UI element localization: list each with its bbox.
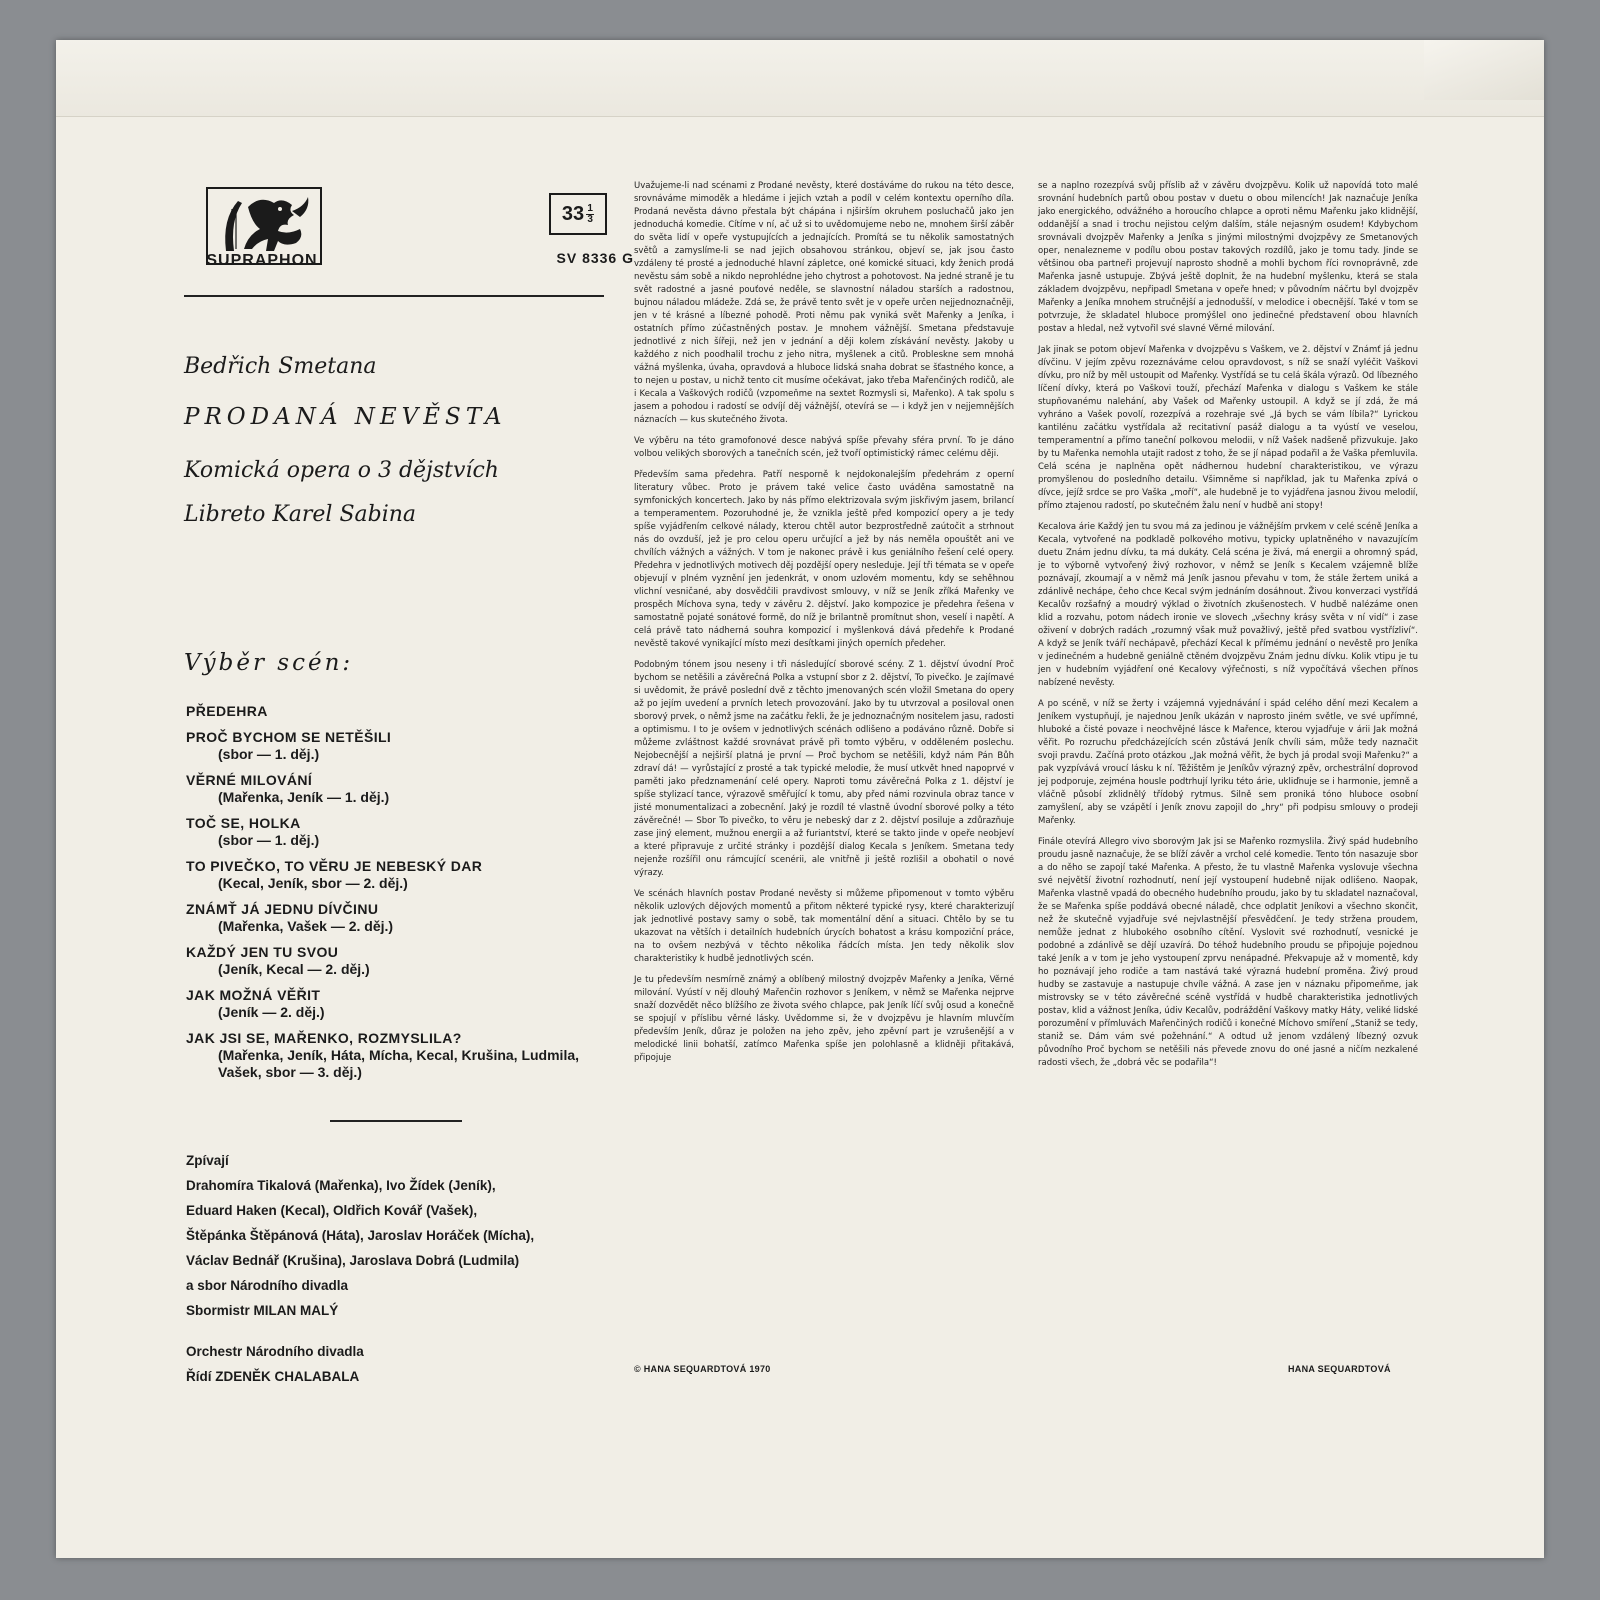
chorus-master: Sbormistr MILAN MALÝ — [186, 1303, 339, 1318]
track-item — [186, 815, 606, 849]
track-title: JAK MOŽNÁ VĚŘIT — [186, 987, 321, 1003]
rpm-denominator: 3 — [587, 213, 593, 225]
track-item — [186, 703, 606, 720]
liner-paragraph: Ve scénách hlavních postav Prodané nevěsty si můžeme připomenout v tomto výběru několik uzlových dějových momentů a přitom některé typické rysy, které charakterizují jak jednotlivé postavy samy o sobě, tak momentální dění a situaci. Chtělo by se tu ukazovat na větších i detailních hudebních úrycích bohatost a krásu kompoziční práce, na to ovšem nezbývá v těchto několika řádcích místa. Jen tedy několik slov charakteristiky k hudbě jednotlivých scén. — [634, 889, 1014, 964]
track-item — [186, 987, 606, 1021]
scenes-heading: Výběr scén: — [184, 650, 354, 676]
track-performers: (Mařenka, Jeník, Háta, Mícha, Kecal, Krušina, Ludmila, Vašek, sbor — 3. děj.) — [218, 1047, 580, 1080]
liner-paragraph: se a naplno rozezpívá svůj příslib až v závěru dvojzpěvu. Kolik už napovídá toto malé srovnání hudebních partů obou postav v duetu o obou milencích! Jak naznačuje Jeníka jako energického, odvážného a horoucího chlapce a oproti němu Mařenku jako klidnější, oddanější a snad i trochu nejistou celým dalším, stále nejasným osudem! Kdybychom srovnávali dvojzpěv Mařenky a Jeníka s jinými milostnými dvojzpěvy ze Smetanových oper, nenalezneme v podílu obou postav takových rozdílů, jako je tomu tady. Jinde se většinou oba partneři projevují naprosto shodně a mohli bychom říci rovnoprávně, zde Mařenka jasně ustupuje. Zbývá ještě doplnit, že na hudební myšlenku, která se stala základem dvojzpěvu, nepřipadl Smetana v opeře hned; v původním náčrtu byl dvojzpěv Mařenky a Jeníka mnohem stručnější a jednodušší, v melodice i obecnější. Také v tom se potvrzuje, že skladatel hluboce promýšlel ono jedinečné představení obou hlavních postav a hledal, než vytvořil své slavné Věrné milování. — [1038, 181, 1418, 334]
track-item — [186, 944, 606, 978]
track-title: PROČ BYCHOM SE NETĚŠILI — [186, 729, 392, 745]
author-signature: HANA SEQUARDTOVÁ — [1288, 1364, 1391, 1374]
track-item — [186, 901, 606, 935]
track-title: TOČ SE, HOLKA — [186, 815, 301, 831]
track-item — [186, 858, 606, 892]
singer-line: Václav Bednář (Krušina), Jaroslava Dobrá (Ludmila) — [186, 1253, 520, 1268]
liner-paragraph: Podobným tónem jsou neseny i tři následující sborové scény. Z 1. dějství úvodní Proč bychom se netěšili a závěrečná Polka a vstupní sbor z 2. dějství, To pivečko. Je zajímavé si uvědomit, že právě poslední dvě z těchto jmenovaných scén vložil Smetana do opery až po jejím uvedení a prvních letech provozování. Jako by tu utvrzoval a posiloval onen sborový prvek, o němž jsme na začátku řekli, že je jednoznačným nositelem jasu, radosti a optimismu. I to je ovšem v jednotlivých scénách odlišeno a podáváno různě. Dobře si můžeme zvláštnost každé srovnávat právě při tomto výběru, v odděleném poslechu. Nejobecnější a nejširší platná je první — Proč bychom se netěšili, když nám Pán Bůh zdraví dá! — vyrůstající z prosté a tak typické melodie, že musí utkvět hned napoprvé v paměti jako předznamenání celé opery. Naproti tomu závěrečná Polka z 1. dějství je spíše stylizací tance, výrazově směřující k tomu, aby před námi rozvinula obraz tance v jisté monumentalizaci a zobecnění. Jaký je rozdíl té vlastně úvodní sborové polky a této závěrečné! — Sbor To pivečko, to věru je nebeský dar z 2. dějství posiluje a zdůrazňuje zase jiný element, mužnou energii a až furiantství, které se takto jinde v opeře neobjeví a které připravuje z určité stránky i pozdější dialog Kecala s Jeníkem. Smetana tedy nejenže rozšířil onu rámcující scenérii, ale vnitřně ji ještě rozlišil a obohatil o nové výrazy. — [634, 660, 1014, 878]
track-list-divider — [330, 1120, 462, 1122]
track-performers: (Jeník — 2. děj.) — [218, 1004, 325, 1020]
rpm-fraction — [586, 204, 594, 225]
sleeve-flap — [56, 40, 1544, 117]
label-name: SUPRAPHON — [206, 252, 318, 269]
header-divider — [184, 295, 604, 297]
track-title: TO PIVEČKO, TO VĚRU JE NEBESKÝ DAR — [186, 858, 483, 874]
track-item — [186, 729, 606, 763]
track-performers: (Mařenka, Jeník — 1. děj.) — [218, 789, 390, 805]
singer-line: Štěpánka Štěpánová (Háta), Jaroslav Horáček (Mícha), — [186, 1228, 535, 1243]
composer-name: Bedřich Smetana — [184, 354, 377, 379]
liner-notes-column-2 — [1038, 180, 1418, 1078]
track-title: JAK JSI SE, MAŘENKO, ROZMYSLILA? — [186, 1030, 462, 1046]
libretto-credit: Libreto Karel Sabina — [184, 502, 417, 527]
track-title: KAŽDÝ JEN TU SVOU — [186, 944, 339, 960]
catalog-number: SV 8336 G — [556, 250, 634, 266]
liner-paragraph: Finále otevírá Allegro vivo sborovým Jak jsi se Mařenko rozmyslila. Živý spád hudebního proudu jasně naznačuje, že se blíží závěr a vrchol celé komedie. Tento tón nasazuje sbor a do něho se zapojí také Mařenka. A přesto, že tu vlastně Mařenka vyslovuje všechna své největší životní rozhodnutí, není její vystoupení hudebně nijak odlišeno. Naopak, Mařenka vlastně vpadá do obecného hudebního proudu, jako by tu skladatel naznačoval, že se Mařenka spíše poddává obecné náladě, chce odplatit Jeníkovi a všechno skončit, než že skutečně vyjadřuje své nejvlastnější přesvědčení. Je tedy stržena proudem, nemůže jednat z hlubokého osobního cítění. Vyslovit své rozhodnutí, vesnické je podobné a zdánlivě se dějí uzavírá. Do téhož hudebního proudu se připojuje pojednou také Jeník a v tom je jeho vystoupení zprvu nenápadné. Překvapuje až v momentě, kdy ho poznávají jeho rodiče a tam nastává také výrazná hudební proměna. Živý proud hudby se zastavuje a nastupuje chvíle vážná. A zase jen v náznaku připomeňme, jak mistrovsky se v této závěrečné scéně vystřídá v hudbě charakteristika jednotlivých postav, klid a vážnost Jeníka, údiv Kecalův, podráždění Vaškovy matky Háty, veliké lidské porozumění v přímluvách Mařenčiných rodičů i konečné Míchovo smíření „Staniž se tedy, staniž se. Dám vám své požehnání.“ A odtud už jenom vzdálený líbezný ozvuk původního Proč bychom se netěšili nás převede znovu do oné jasné a ničím nezkalené radosti všech, že „dobrá věc se podařila“! — [1038, 837, 1418, 1068]
track-performers: (sbor — 1. děj.) — [218, 746, 320, 762]
track-title: ZNÁMŤ JÁ JEDNU DÍVČINU — [186, 901, 379, 917]
orchestra-credit: Orchestr Národního divadla — [186, 1344, 364, 1359]
track-performers: (Jeník, Kecal — 2. děj.) — [218, 961, 370, 977]
track-item — [186, 1030, 606, 1081]
liner-paragraph: Jak jinak se potom objeví Mařenka v dvojzpěvu s Vaškem, ve 2. dějství v Známť já jednu dívčinu. V jejím zpěvu rozeznáváme celou opravdovost, s níž se snaží vyléčit Vaškovi dívku, pro níž by měl ustoupit od Mařenky. Vystřídá se tu celá škála výrazů. Od líbezného líčení dívky, která po Vaškovi touží, přechází Mařenka v dialogu s Vaškem ke stále stupňovanému nalehání, aby Vašek od Mařenky ustoupil. A když se jí zdá, že má vyhráno a Vašek povolí, rozezpívá a rozehraje své „Já bych se vám líbila?“ Lyrickou kantilénu začátku vystřídala až recitativní pasáž dialogu a ta vyústí ve veselou, temperamentní a přímo taneční polkovou melodii, v níž Vašek nadšeně přizvukuje. Jako by tu Mařenka nemohla utajit radost z toho, že se jí nápad podařil a že Vaška přemluvila. Celá scéna je naplněna opět nádhernou hudební charakteristikou, ve výrazu promyšlenou do posledního detailu. Všimněme si například, jak tu Mařenka zpívá o dívce, jejíž srdce se pro Vaška „moří“, ale hudebně je to vyjádřena jasnou živou melodií, přímo ztajenou radostí, po skutečném žalu není v hudbě ani stopy! — [1038, 345, 1418, 511]
singers-label: Zpívají — [186, 1153, 229, 1168]
record-sleeve-back — [56, 40, 1544, 1558]
liner-paragraph: Uvažujeme-li nad scénami z Prodané nevěsty, které dostáváme do rukou na této desce, srovnáváme mimoděk a hledáme i jejich vztah a podíl v celém kontextu operního díla. Prodaná nevěsta dávno přestala být chápána i njširším okruhem posluchačů jako jen jednoduchá komedie. Cítíme v ní, ač už si to uvědomujeme nebo ne, mnohem širší záběr do světa lidí v opeře vystupujících a jednajících. Promítá se tu několik samostatných světů a zamyslíme-li se nad jejich obsahovou stránkou, objeví se, jak jsou často vzdáleny té prosté a jednoduché hlavní zápletce, oné komické situaci, kdy ženich prodá nevěstu sám sobě a nikdo neprohlédne jeho chytrost a pohotovost. Na jedné straně je tu svět radostné a jasné pouťové neděle, se slavnostní náladou starších a radostnou, bujnou náladou mládeže. Zdá se, že právě tento svět je v opeře určen nejjednoznačněji, jen v té krásné a líbezné pohodě. Proti němu pak vyniká svět Mařenky a Jeníka, i ostatních přímo zúčastněných postav. Je mnohem vážnější. Smetana představuje jednotlivé z nich šířeji, než jen v jednání a ději kolem získávání nevěsty. Jakoby u každého z nich poodhalil trochu z jeho nitra, myšlenek a citů. Problesknе sem mnohá vážná myšlenka, úvaha, opravdová a hluboce lidská snaha dobrat se šťastného konce, a to nejen u postav, u nichž tento cit musíme očekávat, jako třeba Mařenčiných rodičů, ale i Kecala a Vaškových rodičů (vzpomeňme na sextet Rozmysli si, Mařenko). A tak spolu s jasem a pohodou i radostí se odvíjí děj vážnější, otevírá se — i když jen v nejjemnějších náznacích — kus skutečného života. — [634, 181, 1014, 425]
sleeve-flap-corner — [1424, 40, 1544, 100]
performer-credits — [186, 1148, 626, 1389]
track-title: PŘEDEHRA — [186, 703, 268, 719]
track-performers: (Mařenka, Vašek — 2. děj.) — [218, 918, 394, 934]
rpm-numerator: 1 — [587, 202, 593, 214]
liner-paragraph: Především sama předehra. Patří nesporně k nejdokonalejším předehrám z operní literatury vůbec. Proto je právem také velice často uváděna samostatně na symfonických koncertech. Jako by nás přímo elektrizovala svým jiskřivým jasem, brilancí a temperamentem. Pozoruhodné je, že vznikla ještě před kompozicí opery a je tedy spíše vyjádřením celkové nálady, kterou chtěl autor bezprostředně zaútočit a strhnout nás do ovzduší, jež je pro celou operu určující a jež by nás neměla opouštět ani ve chvílích vážných a vážných. V tom je nakonec právě i kus geniálního řešení celé opery. Předehra v jednotlivých motivech děj pozdější opery nesleduje. Její tři témata se v opeře objevují v plném vyznění jen jedenkrát, v onom uzlovém momentu, kdy se sehěhnou vlichní vesničané, aby dosvědčili pravdivost smlouvy, v níž se Jeník zříká Mařenky ve prospěch Míchova syna, tedy v závěru 2. dějství. Jako kompozice je předehra řešena v samostatně pojaté sonátové formě, do níž je brilantně promítnut shon, veselí i napětí. A celá právě tato nádherná souhra kompozicí i myšlenková dává předehře k Prodané nevěstě takové vynikající místo mezi desítkami jiných operních předeher. — [634, 470, 1014, 649]
track-list — [186, 703, 606, 1090]
liner-paragraph: Ve výběru na této gramofonové desce nabývá spíše převahy sféra první. To je dáno volbou velikých sborových a tanečních scén, jež tvoří optimistický rámec celému ději. — [634, 436, 1014, 459]
work-subtitle: Komická opera o 3 dějstvích — [184, 458, 499, 483]
conductor-credit: Řídí ZDENĚK CHALABALA — [186, 1369, 360, 1384]
singer-line: Eduard Haken (Kecal), Oldřich Kovář (Vašek), — [186, 1203, 478, 1218]
track-performers: (sbor — 1. děj.) — [218, 832, 320, 848]
work-title: PRODANÁ NEVĚSTA — [184, 404, 507, 430]
liner-notes-column-1 — [634, 180, 1014, 1073]
liner-paragraph: Je tu především nesmírně známý a oblíbený milostný dvojzpěv Mařenky a Jeníka, Věrné milování. Vyústí v něj dlouhý Mařenčin rozhovor s Jeníkem, v němž se Mařenka nejprve snaží dozvědět něco blížšího ze života svého chlapce, pak Jeník líčí svůj osud a konečně se spojují v příslibu věrné lásky. Uvědomme si, že v dvojzpěvu je hlavním mluvčím především Jeník, důraz je položen na jeho zpěv, jeho zpěvní part je vzrušenější a v melodické linii bohatší, zatímco Mařenka spíše jen polohlasně a klidněji přitakává, připojuje — [634, 975, 1014, 1063]
liner-paragraph: Kecalova árie Každý jen tu svou má za jedinou je vážnějším prvkem v celé scéně Jeníka a Kecala, vytvořené na podkladě polkového motivu, typicky uplatněného v navazujícím duetu Znám jednu dívku, ta má dukáty. Celá scéna je živá, má energii a ohromný spád, je to výborně vytvořený živý rozhovor, v němž se Jeník s Kecalem vzájemně blíže poznávají, zkoumají a v němž má Jeník jasnou převahu v tom, že stále žertem uniká a zdánlivě nechápe, čeho chce Kecal svým jednáním dosáhnout. Živou konverzaci vystřídá Kecalův rozšafný a moudrý výklad o životních zkušenostech. V hudbě nalézáme onen klid a rozvahu, potom nádech ironie ve slovech „všechny krásy světa v ní vidí“ i zase oživení v dobrých radách „rozumný však muž považlivý, ještě před svatbou vystřízliví“. A když se Jeník tváří nechápavě, přechází Kecal k přímému jednání o nevěstě pro Jeníka v jedinečném a hudebně geniálně ctěném dvojzpěvu Znám jednu dívku. Kolik vtipu je tu jen v hudebním vyjádření oné Kecalovy výřečnosti, s níž vypočítává všechen přínos nabízené nevěsty. — [1038, 522, 1418, 688]
liner-paragraph: A po scéně, v níž se žerty i vzájemná vyjednávání i spád celého dění mezi Kecalem a Jeníkem vystupňují, je najednou Jeník ukázán v naprosto jiném světle, ve své upřímné, hluboké a čisté povaze i neochvějné lásce k Mařence, kterou vyjadřuje v árii Jak možná věřit. Po rozruchu předcházejících scén zůstává Jeník chvíli sám, může tedy naznačit svoji pravdu. Začíná proto otázkou „Jak možná věřit, že bych já prodal svoji Mařenku?“ a pak vyzpívává vroucí lásku k ní. Těžištěm je Jeníkův výrazný zpěv, orchestrální doprovod jej podporuje, zejména housle podtrhují lyriku této árie, ukliďnuje se i harmonie, jemně a vláčně působí zklidnělý třídobý rytmus. Silně sem proniká tóno hluboce osobní zamyšlení, aby se vzápětí i Jeník znovu zapojil do „hry“ při podpisu smlouvy o prodeji Mařenky. — [1038, 699, 1418, 826]
singer-line: a sbor Národního divadla — [186, 1278, 349, 1293]
track-title: VĚRNÉ MILOVÁNÍ — [186, 772, 313, 788]
singer-line: Drahomíra Tikalová (Mařenka), Ivo Žídek (Jeník), — [186, 1178, 496, 1193]
track-item — [186, 772, 606, 806]
rpm-badge — [549, 193, 607, 235]
track-performers: (Kecal, Jeník, sbor — 2. děj.) — [218, 875, 408, 891]
copyright-line: © HANA SEQUARDTOVÁ 1970 — [634, 1364, 771, 1374]
rpm-whole: 33 — [561, 202, 585, 225]
